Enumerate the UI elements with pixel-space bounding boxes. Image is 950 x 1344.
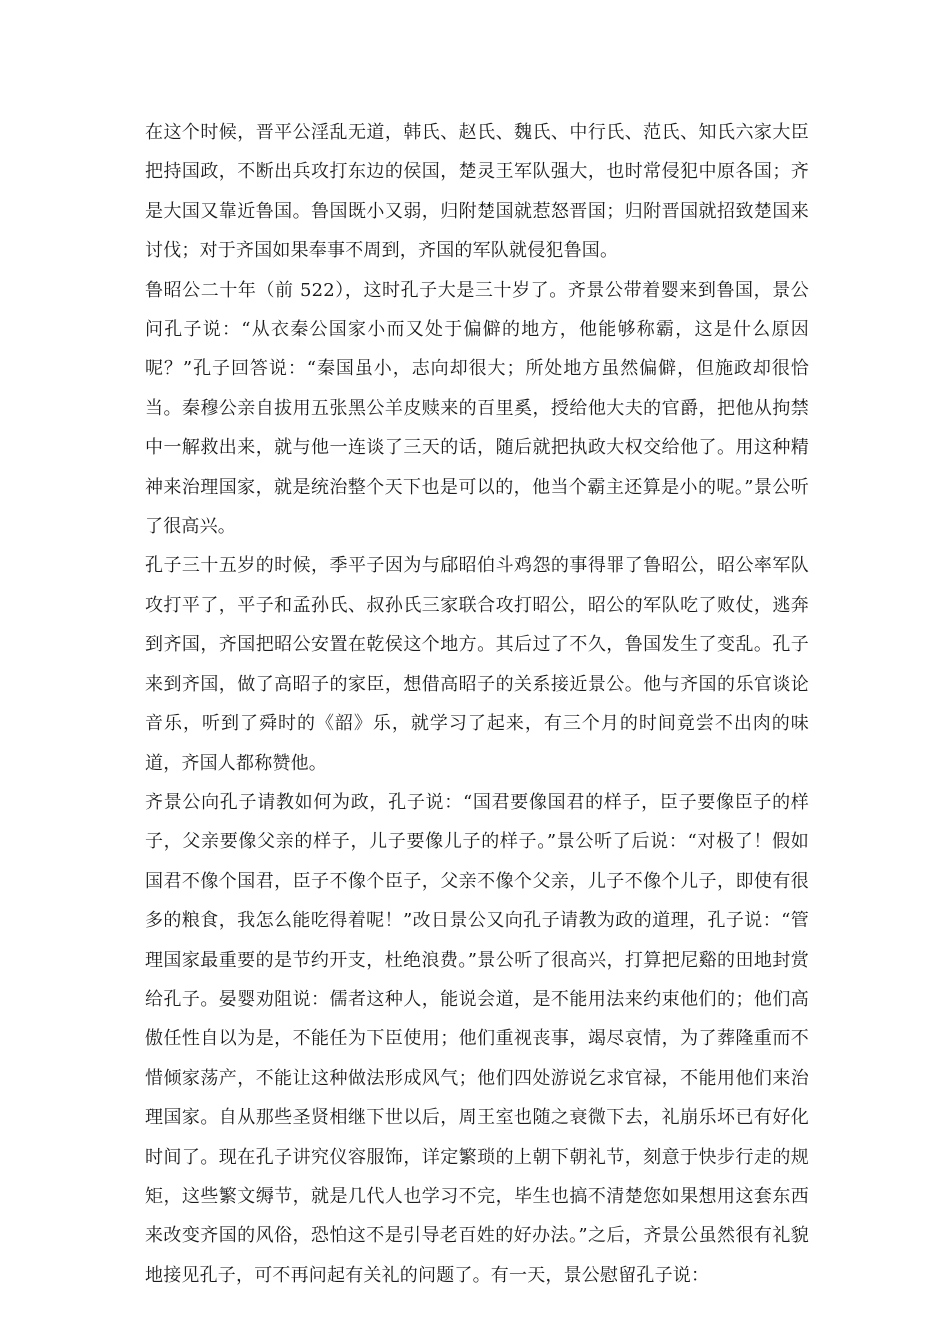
paragraph-2: 鲁昭公二十年（前 522），这时孔子大是三十岁了。齐景公带着婴来到鲁国，景公问孔子说：“从衣秦公国家小而又处于偏僻的地方，他能够称霸，这是什么原因呢？”孔子回答说：“秦国虽小，志向却很大；所处地方虽然偏僻，但施政却很恰当。秦穆公亲自拔用五张黑公羊皮赎来的百里奚，授给他大夫的官爵，把他从拘禁中一解救出来，就与他一连谈了三天的话，随后就把执政大权交给他了。用这种精神来治理国家，就是统治整个天下也是可以的，他当个霸主还算是小的呢。”景公听了很高兴。 [145,279,809,538]
paragraph-3: 孔子三十五岁的时候，季平子因为与郈昭伯斗鸡怨的事得罪了鲁昭公，昭公率军队攻打平了，平子和孟孙氏、叔孙氏三家联合攻打昭公，昭公的军队吃了败仗，逃奔到齐国，齐国把昭公安置在乾侯这个地方。其后过了不久，鲁国发生了变乱。孔子来到齐国，做了高昭子的家臣，想借高昭子的关系接近景公。他与齐国的乐官谈论音乐，听到了舜时的《韶》乐，就学习了起来，有三个月的时间竟尝不出肉的味道，齐国人都称赞他。 [145,555,809,774]
paragraph-4: 齐景公向孔子请教如何为政，孔子说：“国君要像国君的样子，臣子要像臣子的样子，父亲要像父亲的样子，儿子要像儿子的样子。”景公听了后说：“对极了！假如国君不像个国君，臣子不像个臣子，父亲不像个父亲，儿子不像个儿子，即使有很多的粮食，我怎么能吃得着呢！”改日景公又向孔子请教为政的道理，孔子说：“管理国家最重要的是节约开支，杜绝浪费。”景公听了很高兴，打算把尼谿的田地封赏给孔子。晏婴劝阻说：儒者这种人，能说会道，是不能用法来约束他们的；他们高傲任性自以为是，不能任为下臣使用；他们重视丧事，竭尽哀情，为了葬隆重而不惜倾家荡产，不能让这种做法形成风气；他们四处游说乞求官禄，不能用他们来治理国家。自从那些圣贤相继下世以后，周王室也随之衰微下去，礼崩乐坏已有好化时间了。现在孔子讲究仪容服饰，详定繁琐的上朝下朝礼节，刻意于快步行走的规矩，这些繁文缛节，就是几代人也学习不完，毕生也搞不清楚您如果想用这套东西来改变齐国的风俗，恐怕这不是引导老百姓的好办法。”之后，齐景公虽然很有礼貌地接见孔子，可不再问起有关礼的问题了。有一天，景公慰留孔子说： [145,791,809,1286]
document-body [145,113,809,1295]
paragraph-1: 在这个时候，晋平公淫乱无道，韩氏、赵氏、魏氏、中行氏、范氏、知氏六家大臣把持国政，不断出兵攻打东边的侯国，楚灵王军队强大，也时常侵犯中原各国；齐是大国又靠近鲁国。鲁国既小又弱，归附楚国就惹怒晋国；归附晋国就招致楚国来讨伐；对于齐国如果奉事不周到，齐国的军队就侵犯鲁国。 [145,122,809,262]
